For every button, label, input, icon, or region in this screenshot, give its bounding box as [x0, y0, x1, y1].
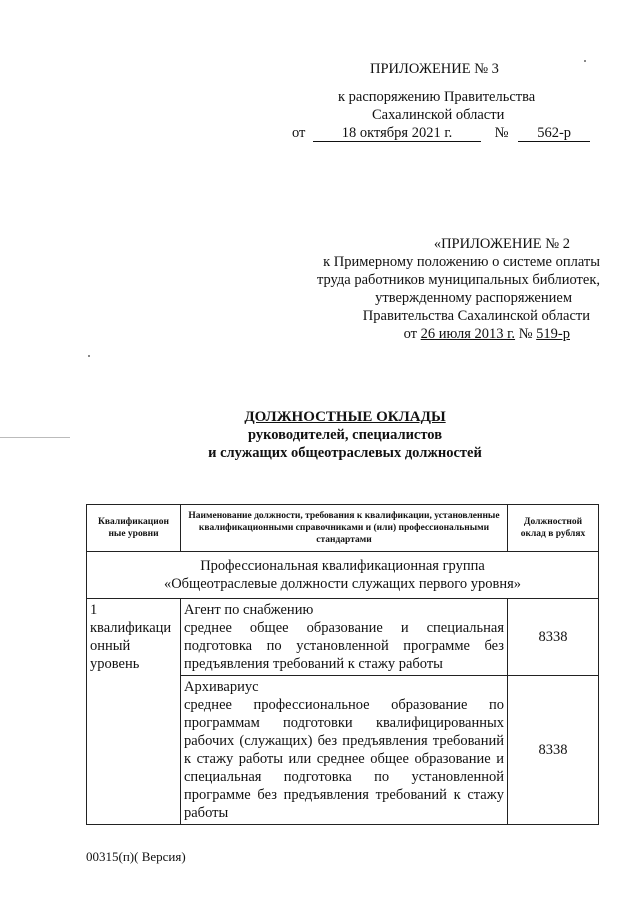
annex3-title: ПРИЛОЖЕНИЕ № 3 — [370, 61, 499, 77]
level-label2: онный — [90, 638, 131, 654]
document-footer: 00315(п)( Версия) — [86, 849, 186, 864]
salary-cell: 8338 — [508, 676, 599, 825]
heading-line2: руководителей, специалистов — [247, 427, 443, 443]
scan-artifact-line — [0, 437, 70, 438]
salary-table — [86, 504, 599, 825]
annex3-number-label: № — [494, 125, 509, 141]
annex2-line4: Правительства Сахалинской области — [362, 308, 590, 324]
annex2-date-prefix: от — [403, 326, 417, 342]
level-label1: квалификаци — [90, 620, 172, 636]
heading-line3: и служащих общеотраслевых должностей — [208, 445, 482, 461]
annex3-number: 562-р — [518, 125, 590, 142]
group-line2: «Общеотраслевые должности служащих первого уровня» — [163, 576, 522, 592]
annex2-dateline — [280, 325, 570, 343]
annex3-date: 18 октября 2021 г. — [313, 125, 481, 142]
annex3-dateline — [292, 124, 610, 142]
salary-cell: 8338 — [508, 599, 599, 676]
level-cell — [87, 599, 181, 825]
position-cell — [181, 676, 508, 825]
position-requirements: среднее профессиональное образование по программам подготовки квалифицированных рабочих (служащих) без предъявления требований к стажу работы или среднее общее образование и специальная подготовка по установленной программе без предъявления требований к стажу работы — [184, 697, 504, 821]
table-row — [87, 599, 599, 676]
position-title: Архивариус — [184, 679, 259, 695]
header-salary: Должностной оклад в рублях — [508, 505, 599, 552]
annex2-date: 26 июля 2013 г. — [420, 326, 516, 342]
annex2-title: «ПРИЛОЖЕНИЕ № 2 — [433, 236, 570, 252]
annex2-number: 519-р — [536, 326, 570, 342]
group-cell — [87, 552, 599, 599]
annex3-line2: Сахалинской области — [372, 107, 505, 123]
group-line1: Профессиональная квалификационная группа — [200, 558, 485, 574]
position-title: Агент по снабжению — [184, 602, 314, 618]
scan-artifact-dot — [88, 355, 90, 357]
scan-artifact-dot — [584, 60, 586, 62]
annex3-line1: к распоряжению Правительства — [338, 89, 536, 105]
annex3-from-label: от — [292, 125, 306, 141]
annex2-line3: утвержденному распоряжением — [375, 290, 572, 306]
position-cell — [181, 599, 508, 676]
heading-title: ДОЛЖНОСТНЫЕ ОКЛАДЫ — [244, 409, 446, 425]
level-label3: уровень — [90, 656, 140, 672]
header-position: Наименование должности, требования к квалификации, установленные квалификационными справочниками и (или) профессиональными стандартами — [181, 505, 508, 552]
position-requirements: среднее общее образование и специальная подготовка по установленной программе без предъявления требований к стажу работы — [184, 620, 504, 672]
group-row — [87, 552, 599, 599]
annex2-block — [280, 235, 600, 343]
level-num: 1 — [90, 602, 98, 618]
table-header-row — [87, 505, 599, 552]
document-heading — [100, 408, 590, 462]
annex2-line2: труда работников муниципальных библиотек, — [316, 272, 600, 288]
header-levels: Квалификацион ные уровни — [87, 505, 181, 552]
annex2-line1: к Примерному положению о системе оплаты — [323, 254, 600, 270]
annex3-block — [270, 60, 610, 142]
annex2-number-label: № — [518, 326, 533, 342]
